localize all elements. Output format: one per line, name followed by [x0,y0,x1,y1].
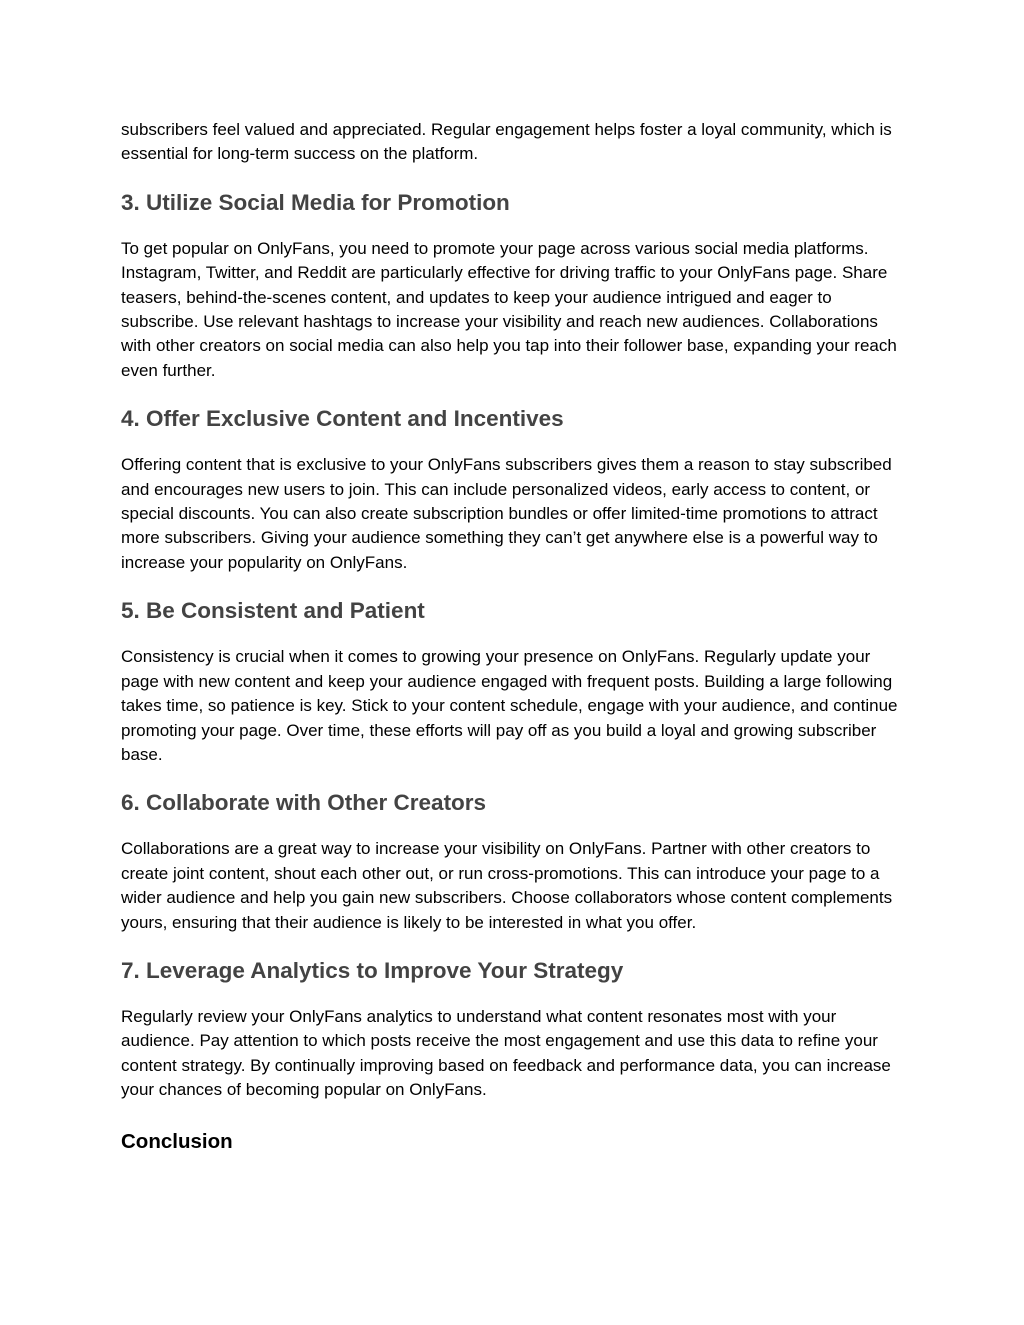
section-heading-collaborate: 6. Collaborate with Other Creators [121,790,487,816]
document-content [121,118,906,1155]
section-heading-social-media: 3. Utilize Social Media for Promotion [121,189,510,215]
section-heading-consistency: 5. Be Consistent and Patient [121,598,425,624]
section-body-collaborate: Collaborations are a great way to increase your visibility on OnlyFans. Partner with other creators to create joint content, shout each other out, or run cross-promotions. This can introduce your page to a wider audience and help you gain new subscribers. Choose collaborators whose content complements yours, ensuring that their audience is likely to be interested in what you offer. [121,839,893,932]
section-body-consistency: Consistency is crucial when it comes to growing your presence on OnlyFans. Regularly update your page with new content and keep your audience engaged with frequent posts. Building a large following takes time, so patience is key. Stick to your content schedule, engage with your audience, and continue promoting your page. Over time, these efforts will pay off as you build a loyal and growing subscriber base. [121,647,898,764]
section-heading-analytics: 7. Leverage Analytics to Improve Your Strategy [121,957,624,983]
section-body-analytics: Regularly review your OnlyFans analytics to understand what content resonates most with your audience. Pay attention to which posts receive the most engagement and use this data to refine your content strategy. By continually improving based on feedback and performance data, you can increase your chances of becoming popular on OnlyFans. [121,1006,891,1100]
section-body-exclusive-content: Offering content that is exclusive to your OnlyFans subscribers gives them a reason to stay subscribed and encourages new users to join. This can include personalized videos, early access to content, or special discounts. You can also create subscription bundles or offer limited-time promotions to attract more subscribers. Giving your audience something they can’t get anywhere else is a powerful way to increase your popularity on OnlyFans. [121,455,892,572]
section-heading-exclusive-content: 4. Offer Exclusive Content and Incentives [121,406,564,432]
section-body-social-media: To get popular on OnlyFans, you need to promote your page across various social media platforms. Instagram, Twitter, and Reddit are particularly effective for driving traffic to your OnlyFans page. Share teasers, behind-the-scenes content, and updates to keep your audience intrigued and eager to subscribe. Use relevant hashtags to increase your visibility and reach new audiences. Collaborations with other creators on social media can also help you tap into their follower base, expanding your reach even further. [121,238,897,380]
conclusion-heading: Conclusion [121,1129,233,1153]
intro-paragraph: subscribers feel valued and appreciated. Regular engagement helps foster a loyal community, which is essential for long-term success on the platform. [121,120,892,164]
